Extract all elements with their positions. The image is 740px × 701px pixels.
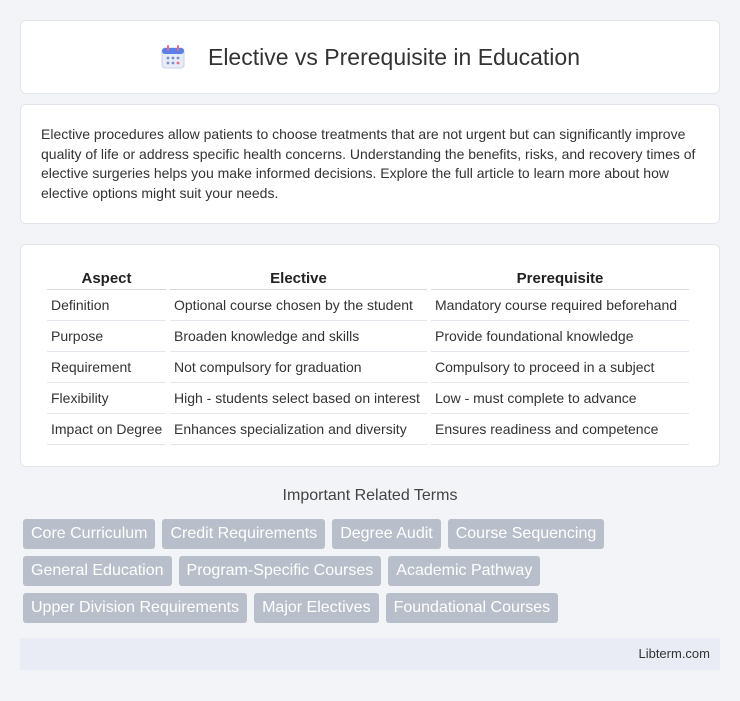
table-row [47,383,689,414]
tag-row [23,519,723,549]
table-row [47,321,689,352]
table-cell: High - students select based on interest [170,383,427,414]
page-title: Elective vs Prerequisite in Education [207,43,581,70]
table-cell: Mandatory course required beforehand [431,290,689,321]
tag-upper-division-requirements[interactable]: Upper Division Requirements [23,593,247,623]
tag-foundational-courses[interactable]: Foundational Courses [386,593,559,623]
tag-row [23,556,723,586]
footer-site-link[interactable]: Libterm.com [638,646,710,661]
tag-academic-pathway[interactable]: Academic Pathway [388,556,540,586]
table-header-row [47,267,689,290]
header-aspect: Aspect [47,267,166,290]
comparison-table [43,267,693,445]
table-cell: Low - must complete to advance [431,383,689,414]
table-cell: Enhances specialization and diversity [170,414,427,445]
related-terms-title: Important Related Terms [282,487,458,504]
table-cell: Compulsory to proceed in a subject [431,352,689,383]
tag-major-electives[interactable]: Major Electives [254,593,378,623]
table-cell: Flexibility [47,383,166,414]
tag-credit-requirements[interactable]: Credit Requirements [162,519,325,549]
table-row [47,290,689,321]
table-cell: Provide foundational knowledge [431,321,689,352]
footer [20,638,720,670]
related-terms-list [23,519,723,630]
intro-card [20,104,720,224]
tag-row [23,593,723,623]
title-card [20,20,720,94]
table-cell: Not compulsory for graduation [170,352,427,383]
tag-course-sequencing[interactable]: Course Sequencing [448,519,605,549]
table-cell: Ensures readiness and competence [431,414,689,445]
table-row [47,352,689,383]
header-elective: Elective [170,267,427,290]
table-row [47,414,689,445]
tag-degree-audit[interactable]: Degree Audit [332,519,441,549]
intro-text: Elective procedures allow patients to choose treatments that are not urgent but can significantly improve quality of life or address specific health concerns. Understanding the benefits, risks, and recovery times of elective surgeries helps you make informed decisions. Explore the full article to learn more about how elective options might suit your needs. [41,126,696,201]
table-cell: Broaden knowledge and skills [170,321,427,352]
tag-program-specific-courses[interactable]: Program-Specific Courses [179,556,382,586]
table-cell: Impact on Degree [47,414,166,445]
calendar-icon [160,44,186,70]
table-cell: Optional course chosen by the student [170,290,427,321]
table-cell: Definition [47,290,166,321]
table-cell: Requirement [47,352,166,383]
header-prerequisite: Prerequisite [431,267,689,290]
comparison-table-card [20,244,720,467]
tag-core-curriculum[interactable]: Core Curriculum [23,519,155,549]
tag-general-education[interactable]: General Education [23,556,172,586]
table-cell: Purpose [47,321,166,352]
